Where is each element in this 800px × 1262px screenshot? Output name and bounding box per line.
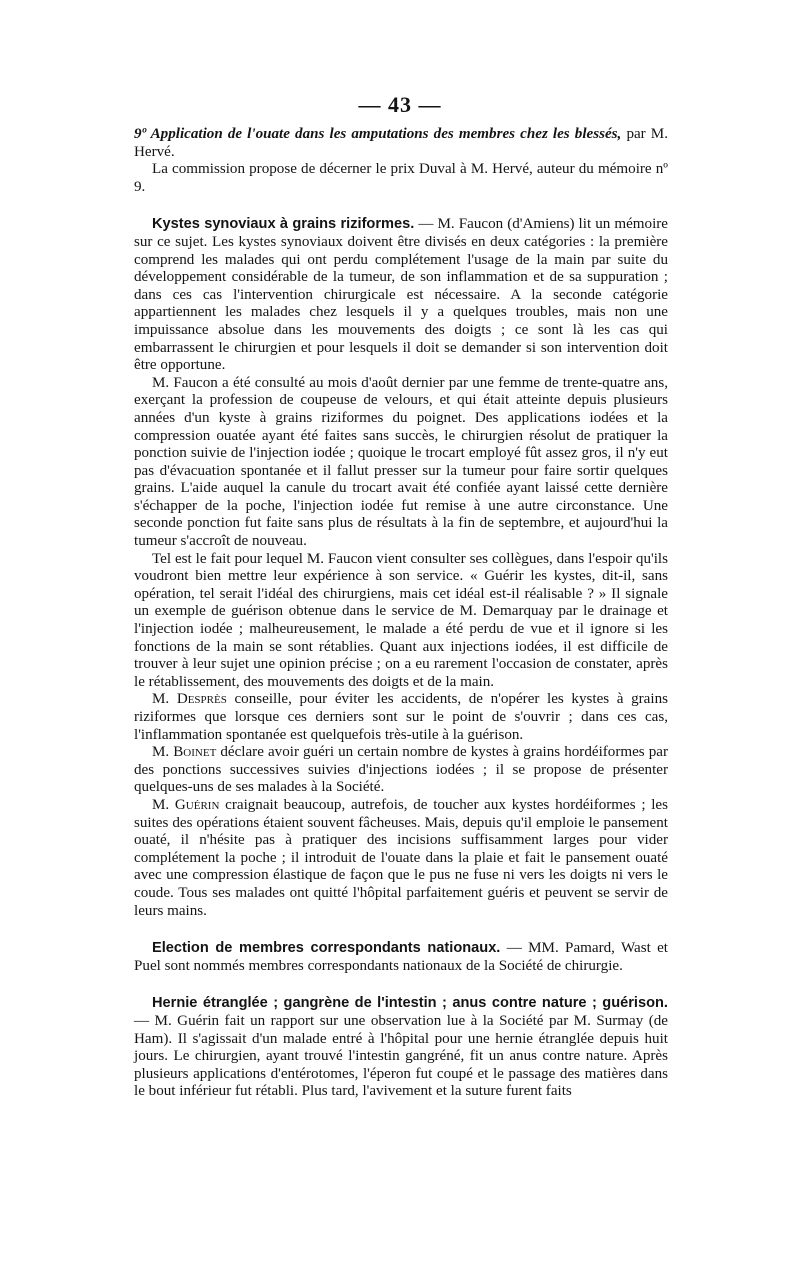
kystes-paragraph-1	[134, 216, 668, 374]
kystes-paragraph-6	[134, 797, 668, 920]
application-author: par M. Hervé.	[134, 126, 669, 160]
application-paragraph: La commission propose de décerner le prix Duval à M. Hervé, auteur du mémoire nº 9.	[134, 161, 668, 195]
kystes-paragraph-3: Tel est le fait pour lequel M. Faucon vient consulter ses collègues, dans l'espoir qu'ils voudront bien mettre leur expérience à son service. « Guérir les kystes, dit-il, sans opération, tel serait l'idéal des chirurgiens, mais cet idéal est-il réalisable ? » Il signale un exemple de guérison obtenue dans le service de M. Demarquay par le drainage et l'injection iodée ; malheureusement, le malade a été perdu de vue et il ignore si les fonctions de la main se sont rétablies. Quant aux injections iodées, il est difficile de trouver à leur sujet une opinion précise ; on a eu rarement l'occasion de constater, après le rétablissement, des mouvements des doigts et de la main.	[134, 550, 668, 690]
kystes-paragraph-5-text: déclare avoir guéri un certain nombre de kystes à grains hordéiformes par des ponctions successives suivies d'injections iodées ; il se propose de présenter quelques-uns de ses malades à la Société.	[134, 744, 668, 796]
kystes-paragraph-4	[134, 691, 668, 744]
kystes-paragraph-4-text: conseille, pour éviter les accidents, de n'opérer les kystes à grains riziformes que lorsque ces derniers sont sur le point de s'ouvrir ; dans ces cas, l'inflammation spontanée est quelquefois très-utile à la guérison.	[134, 691, 668, 743]
guerin-name: M. Guérin	[152, 796, 220, 813]
election-heading: Election de membres correspondants nationaux.	[152, 940, 501, 957]
kystes-paragraph-1-text: — M. Faucon (d'Amiens) lit un mémoire sur ce sujet. Les kystes synoviaux doivent être divisés en deux catégories : la première comprend les malades qui ont perdu complétement l'usage de la main par suite du développement considérable de la tumeur, de son inflammation et de sa suppuration ; dans ces cas l'intervention chirurgicale est nécessaire. A la seconde catégorie appartiennent les malades chez lesquels il y a quelques troubles, mais non une impuissance absolue dans les mouvements des doigts ; ce sont là les cas qui embarrassent le chirurgien et pour lesquels il doit se demander si son intervention doit être opportune.	[134, 216, 668, 374]
kystes-paragraph-5	[134, 744, 668, 797]
election-text: — MM. Pamard, Wast et Puel sont nommés membres correspondants nationaux de la Société de chirurgie.	[134, 940, 669, 974]
boinet-name: M. Boinet	[152, 744, 217, 761]
kystes-paragraph-2: M. Faucon a été consulté au mois d'août dernier par une femme de trente-quatre ans, exerçant la profession de coupeuse de velours, et qui était atteinte depuis plusieurs années d'un kyste à grains riziformes du poignet. Des applications iodées et la compression ouatée ayant été faites sans succès, le chirurgien résolut de pratiquer la ponction suivie de l'injection iodée ; quoique le trocart employé fût assez gros, il n'y eut pas d'évacuation spontanée et il fallut presser sur la tumeur pour faire sortir quelques grains. L'aide auquel la canule du trocart avait été confiée ayant laissé cette dernière s'échapper de la poche, l'injection iodée fut remise à une autre circonstance. Une seconde ponction fut faite sans plus de résultats à la fin de septembre, et aujourd'hui la tumeur s'accroît de nouveau.	[134, 374, 668, 550]
page-content	[134, 126, 668, 1101]
hernie-paragraph	[134, 995, 668, 1101]
hernie-text: — M. Guérin fait un rapport sur une observation lue à la Société par M. Surmay (de Ham). Il s'agissait d'un malade entré à l'hôpital pour une hernie étranglée depuis huit jours. Le chirurgien, ayant trouvé l'intestin gangréné, fit un anus contre nature. Après plusieurs applications d'entérotomes, l'éperon fut coupé et le passage des matières dans le bout inférieur fut rétabli. Plus tard, l'avivement et la suture furent faits	[134, 1012, 668, 1100]
election-paragraph	[134, 940, 668, 975]
kystes-paragraph-6-text: craignait beaucoup, autrefois, de toucher aux kystes hordéiformes ; les suites des opérations étaient souvent fâcheuses. Mais, depuis qu'il emploie le pansement ouaté, il n'hésite pas à pratiquer des incisions suffisamment larges pour vider complétement la poche ; il introduit de l'ouate dans la plaie et fait le pansement ouaté avec une compression élastique de façon que le pus ne fuse ni vers les doigts ni vers le coude. Tous ses malades ont quitté l'hôpital parfaitement guéris et peuvent se servir de leurs mains.	[134, 796, 668, 919]
application-title	[134, 126, 668, 161]
kystes-heading: Kystes synoviaux à grains riziformes.	[152, 216, 415, 233]
despres-name: M. Desprès	[152, 691, 227, 708]
hernie-heading: Hernie étranglée ; gangrène de l'intestin ; anus contre nature ; guérison.	[152, 995, 668, 1012]
application-title-text: 9º Application de l'ouate dans les amputations des membres chez les blessés,	[134, 126, 622, 142]
page-number: — 43 —	[358, 92, 442, 117]
